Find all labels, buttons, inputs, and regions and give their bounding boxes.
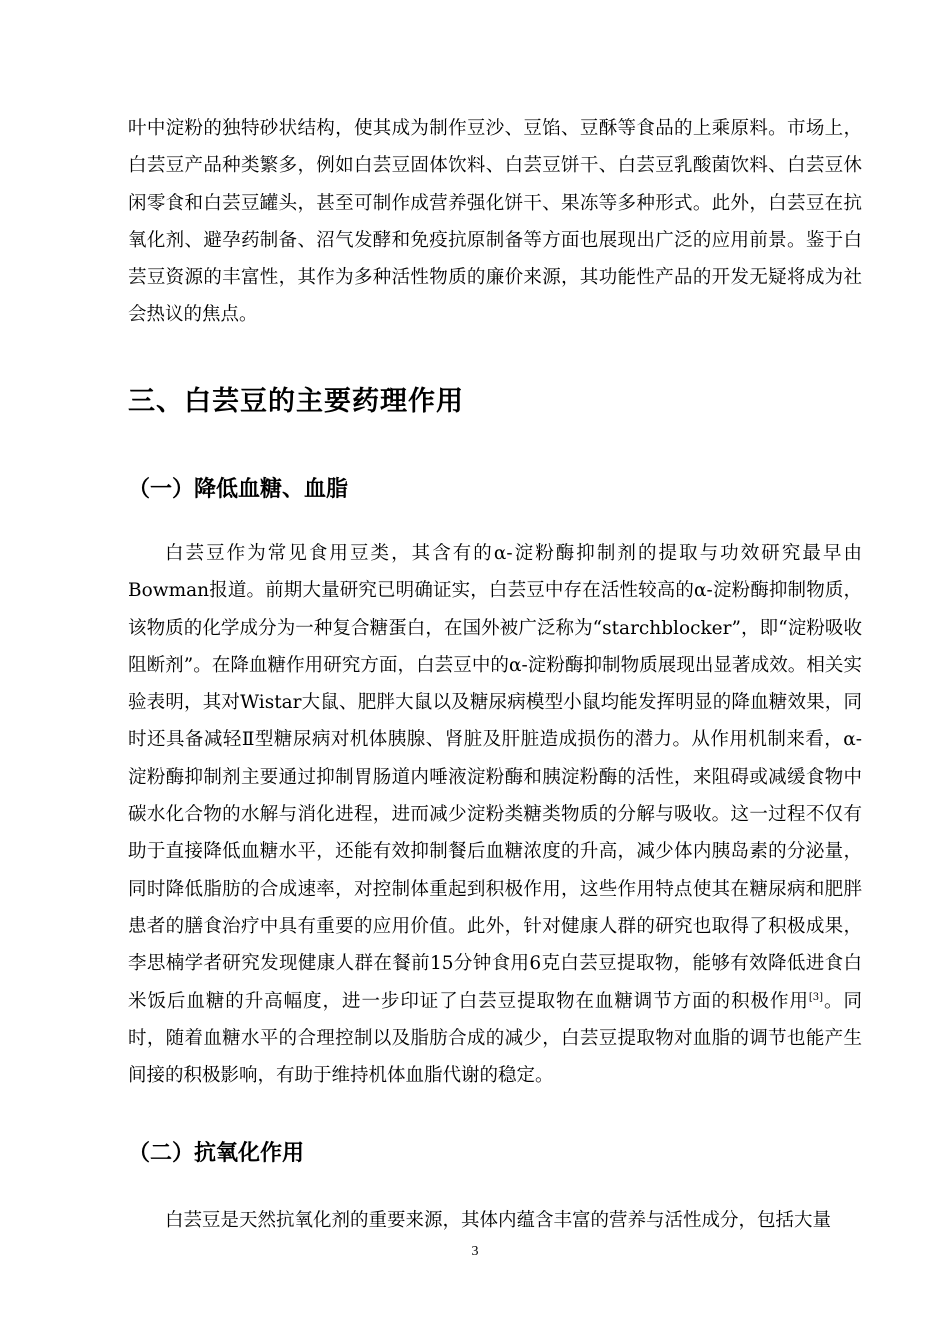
paragraph-text-after-ref: 。同时，随着血糖水平的合理控制以及脂肪合成的减少，白芸豆提取物对血脂的调节也能产生间接的积极影响，有助于维持机体血脂代谢的稳定。: [128, 990, 862, 1087]
subsection-1-paragraph: [128, 535, 862, 1094]
intro-paragraph: 叶中淀粉的独特砂状结构，使其成为制作豆沙、豆馅、豆酥等食品的上乘原料。市场上，白芸豆产品种类繁多，例如白芸豆固体饮料、白芸豆饼干、白芸豆乳酸菌饮料、白芸豆休闲零食和白芸豆罐头，甚至可制作成营养强化饼干、果冻等多种形式。此外，白芸豆在抗氧化剂、避孕药制备、沼气发酵和免疫抗原制备等方面也展现出广泛的应用前景。鉴于白芸豆资源的丰富性，其作为多种活性物质的廉价来源，其功能性产品的开发无疑将成为社会热议的焦点。: [128, 118, 862, 326]
page-number: 3: [471, 1244, 479, 1259]
subsection-title-2: （二）抗氧化作用: [128, 1141, 305, 1166]
subsection-title-1: （一）降低血糖、血脂: [128, 477, 349, 502]
section-title: 三、白芸豆的主要药理作用: [128, 386, 464, 417]
subsection-2-paragraph: 白芸豆是天然抗氧化剂的重要来源，其体内蕴含丰富的营养与活性成分，包括大量: [165, 1210, 832, 1231]
reference-mark: [3]: [808, 991, 824, 1003]
paragraph-text-before-ref: 白芸豆作为常见食用豆类，其含有的α-淀粉酶抑制剂的提取与功效研究最早由Bowman报道。前期大量研究已明确证实，白芸豆中存在活性较高的α-淀粉酶抑制物质，该物质的化学成分为一种复合糖蛋白，在国外被广泛称为“starchblocker”，即“淀粉吸收阻断剂”。在降血糖作用研究方面，白芸豆中的α-淀粉酶抑制物质展现出显著成效。相关实验表明，其对Wistar大鼠、肥胖大鼠以及糖尿病模型小鼠均能发挥明显的降血糖效果，同时还具备减轻Ⅱ型糖尿病对机体胰腺、肾脏及肝脏造成损伤的潜力。从作用机制来看，α-淀粉酶抑制剂主要通过抑制胃肠道内唾液淀粉酶和胰淀粉酶的活性，来阻碍或减缓食物中碳水化合物的水解与消化进程，进而减少淀粉类糖类物质的分解与吸收。这一过程不仅有助于直接降低血糖水平，还能有效抑制餐后血糖浓度的升高，减少体内胰岛素的分泌量，同时降低脂肪的合成速率，对控制体重起到积极作用，这些作用特点使其在糖尿病和肥胖患者的膳食治疗中具有重要的应用价值。此外，针对健康人群的研究也取得了积极成果，李思楠学者研究发现健康人群在餐前15分钟食用6克白芸豆提取物，能够有效降低进食白米饭后血糖的升高幅度，进一步印证了白芸豆提取物在血糖调节方面的积极作用: [128, 543, 862, 1012]
